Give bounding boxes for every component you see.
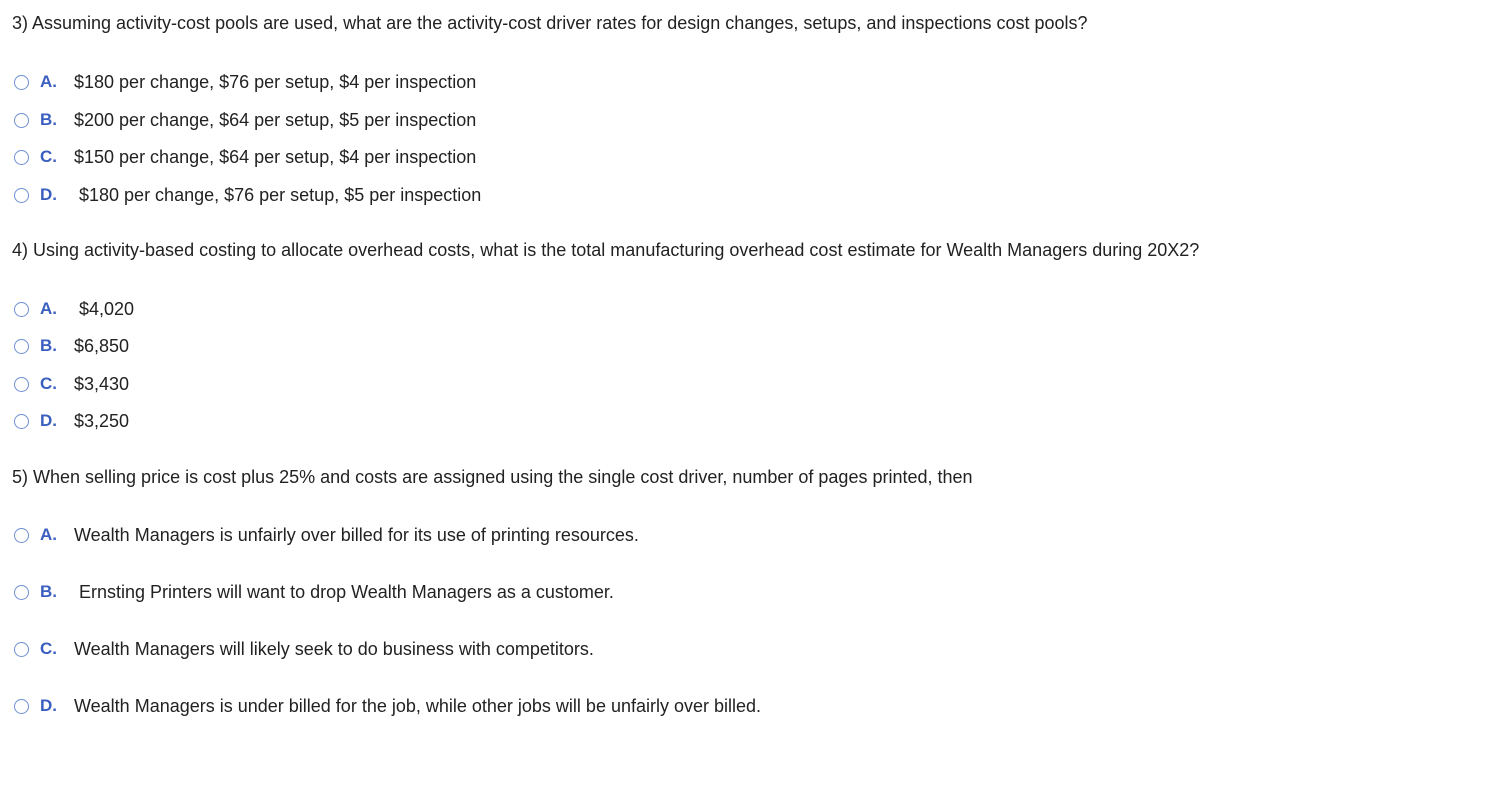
option-text: Wealth Managers is under billed for the job, while other jobs will be unfairly over billed.	[74, 695, 762, 716]
option-letter: A.	[40, 299, 57, 318]
option-letter: C.	[40, 639, 57, 658]
q5-option-c[interactable]	[14, 637, 594, 661]
radio-button-icon[interactable]	[14, 528, 29, 543]
option-text: $200 per change, $64 per setup, $5 per inspection	[74, 109, 477, 130]
q4-option-d[interactable]	[14, 409, 129, 433]
radio-button-icon[interactable]	[14, 75, 29, 90]
radio-button-icon[interactable]	[14, 339, 29, 354]
question-5-prompt: 5) When selling price is cost plus 25% and costs are assigned using the single cost driver, number of pages printed, then	[12, 467, 973, 487]
option-text: $4,020	[79, 298, 135, 319]
q3-option-b[interactable]	[14, 108, 476, 132]
option-letter: A.	[40, 72, 57, 91]
radio-button-icon[interactable]	[14, 585, 29, 600]
radio-button-icon[interactable]	[14, 377, 29, 392]
q4-option-b[interactable]	[14, 334, 129, 358]
option-letter: D.	[40, 411, 57, 430]
option-text: Wealth Managers is unfairly over billed for its use of printing resources.	[74, 524, 639, 545]
option-text: $180 per change, $76 per setup, $5 per inspection	[79, 184, 482, 205]
radio-button-icon[interactable]	[14, 150, 29, 165]
q4-option-a[interactable]	[14, 297, 134, 321]
option-letter: B.	[40, 336, 57, 355]
radio-button-icon[interactable]	[14, 188, 29, 203]
radio-button-icon[interactable]	[14, 642, 29, 657]
q4-option-c[interactable]	[14, 372, 129, 396]
option-text: $150 per change, $64 per setup, $4 per inspection	[74, 146, 477, 167]
option-letter: A.	[40, 525, 57, 544]
q3-option-c[interactable]	[14, 145, 476, 169]
option-letter: C.	[40, 147, 57, 166]
option-text: Wealth Managers will likely seek to do business with competitors.	[74, 638, 594, 659]
radio-button-icon[interactable]	[14, 414, 29, 429]
option-letter: D.	[40, 185, 57, 204]
q3-option-d[interactable]	[14, 183, 481, 207]
option-text: $3,250	[74, 410, 130, 431]
radio-button-icon[interactable]	[14, 113, 29, 128]
q5-option-a[interactable]	[14, 523, 639, 547]
option-text: Ernsting Printers will want to drop Wealth Managers as a customer.	[79, 581, 614, 602]
question-3-prompt: 3) Assuming activity-cost pools are used, what are the activity-cost driver rates for design changes, setups, and inspections cost pools?	[12, 13, 1088, 33]
radio-button-icon[interactable]	[14, 302, 29, 317]
q5-option-d[interactable]	[14, 694, 761, 718]
option-text: $6,850	[74, 335, 130, 356]
question-4-prompt: 4) Using activity-based costing to allocate overhead costs, what is the total manufacturing overhead cost estimate for Wealth Managers during 20X2?	[12, 240, 1200, 260]
option-letter: B.	[40, 110, 57, 129]
radio-button-icon[interactable]	[14, 699, 29, 714]
option-letter: B.	[40, 582, 57, 601]
option-text: $3,430	[74, 373, 130, 394]
option-letter: D.	[40, 696, 57, 715]
q3-option-a[interactable]	[14, 70, 476, 94]
option-text: $180 per change, $76 per setup, $4 per inspection	[74, 71, 477, 92]
option-letter: C.	[40, 374, 57, 393]
q5-option-b[interactable]	[14, 580, 614, 604]
